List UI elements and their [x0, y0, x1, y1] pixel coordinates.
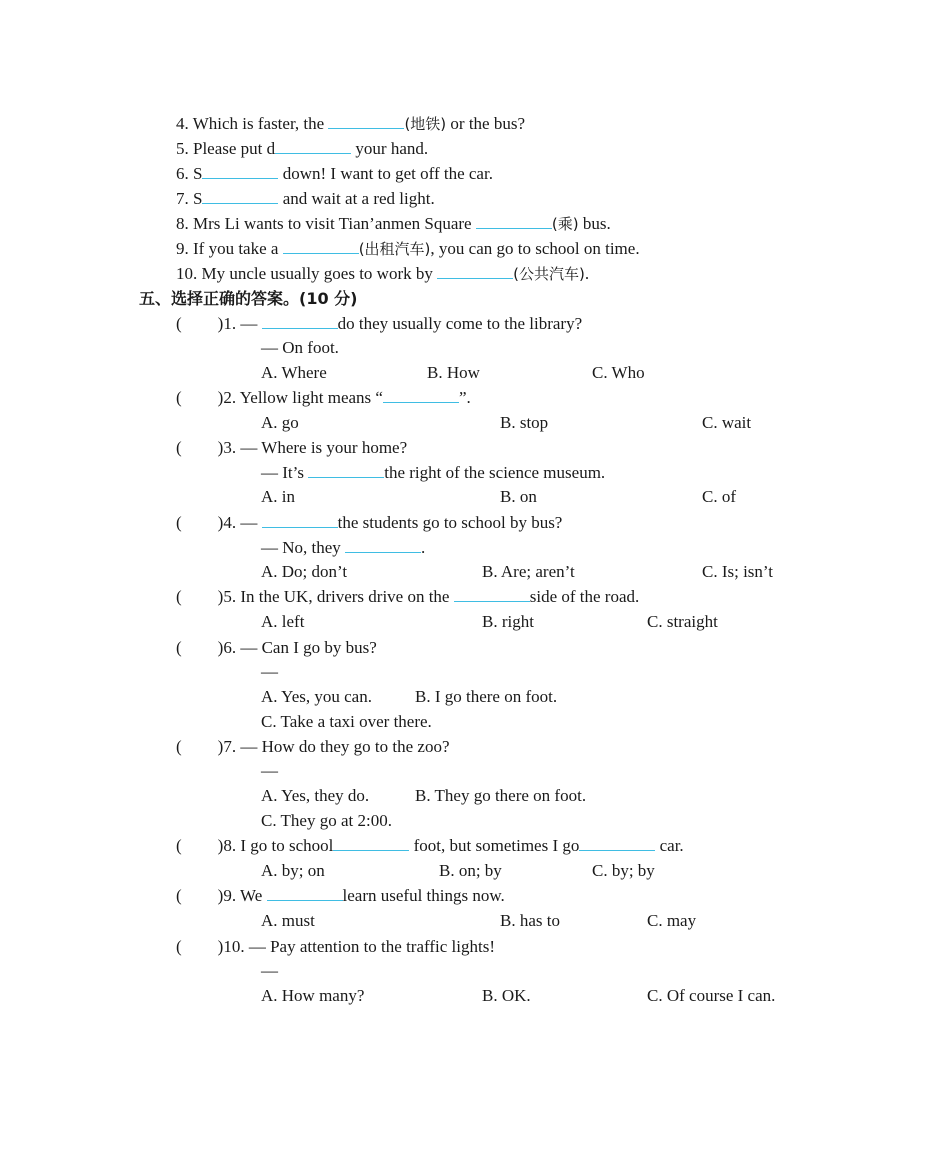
answer-blank[interactable] [476, 214, 552, 229]
q8-option-a[interactable]: A. by; on [261, 861, 325, 880]
answer-blank[interactable] [345, 538, 421, 553]
answer-blank[interactable] [262, 513, 338, 528]
q9-option-c[interactable]: C. may [647, 911, 697, 930]
answer-blank[interactable] [202, 164, 278, 179]
question-7: ( )7. — How do they go to the zoo? [176, 737, 450, 756]
q2-option-b[interactable]: B. stop [500, 413, 549, 432]
fill-item-5: 5. Please put d your hand. [176, 139, 429, 158]
q10-option-b[interactable]: B. OK. [482, 986, 531, 1005]
q8-option-c[interactable]: C. by; by [592, 861, 655, 880]
fill-item-8: 8. Mrs Li wants to visit Tian’anmen Square (乘) bus. [176, 214, 611, 233]
answer-blank[interactable] [308, 463, 384, 478]
q6-option-c[interactable]: C. Take a taxi over there. [261, 712, 432, 731]
answer-blank[interactable] [283, 239, 359, 254]
answer-blank[interactable] [454, 587, 530, 602]
q6-option-a[interactable]: A. Yes, you can. [261, 687, 372, 706]
q7-option-a[interactable]: A. Yes, they do. [261, 786, 370, 805]
q1-option-c[interactable]: C. Who [592, 363, 645, 382]
fill-item-9: 9. If you take a (出租汽车), you can go to school on time. [176, 239, 640, 258]
q10-option-c[interactable]: C. Of course I can. [647, 986, 776, 1005]
q6-option-b[interactable]: B. I go there on foot. [415, 687, 558, 706]
question-5: ( )5. In the UK, drivers drive on the side of the road. [176, 587, 640, 606]
question-2: ( )2. Yellow light means “ ”. [176, 388, 471, 407]
q5-option-c[interactable]: C. straight [647, 612, 718, 631]
q7-option-c[interactable]: C. They go at 2:00. [261, 811, 392, 830]
q8-option-b[interactable]: B. on; by [439, 861, 502, 880]
q4-option-b[interactable]: B. Are; aren’t [482, 562, 575, 581]
question-10-response: — [261, 961, 278, 980]
question-4: ( )4. — the students go to school by bus? [176, 513, 563, 532]
q4-option-a[interactable]: A. Do; don’t [261, 562, 348, 581]
question-6-response: — [261, 662, 278, 681]
q10-option-a[interactable]: A. How many? [261, 986, 365, 1005]
question-3-response: — It’s the right of the science museum. [261, 463, 606, 482]
q3-option-c[interactable]: C. of [702, 487, 736, 506]
q7-option-b[interactable]: B. They go there on foot. [415, 786, 587, 805]
answer-blank[interactable] [267, 886, 343, 901]
answer-blank[interactable] [383, 388, 459, 403]
answer-blank[interactable] [579, 836, 655, 851]
fill-item-6: 6. S down! I want to get off the car. [176, 164, 493, 183]
q3-option-b[interactable]: B. on [500, 487, 537, 506]
answer-blank[interactable] [437, 264, 513, 279]
answer-blank[interactable] [333, 836, 409, 851]
q1-option-a[interactable]: A. Where [261, 363, 327, 382]
q1-option-b[interactable]: B. How [427, 363, 480, 382]
fill-item-10: 10. My uncle usually goes to work by (公共汽车). [176, 264, 590, 283]
q4-option-c[interactable]: C. Is; isn’t [702, 562, 774, 581]
question-10: ( )10. — Pay attention to the traffic lights! [176, 937, 495, 956]
answer-blank[interactable] [275, 139, 351, 154]
q5-option-b[interactable]: B. right [482, 612, 534, 631]
question-1: ( )1. — do they usually come to the library? [176, 314, 583, 333]
question-9: ( )9. We learn useful things now. [176, 886, 505, 905]
answer-blank[interactable] [202, 189, 278, 204]
question-4-response: — No, they . [261, 538, 426, 557]
question-1-response: — On foot. [261, 338, 339, 357]
question-7-response: — [261, 761, 278, 780]
q5-option-a[interactable]: A. left [261, 612, 305, 631]
q2-option-a[interactable]: A. go [261, 413, 299, 432]
q9-option-b[interactable]: B. has to [500, 911, 560, 930]
fill-item-4: 4. Which is faster, the (地铁) or the bus? [176, 114, 526, 133]
q9-option-a[interactable]: A. must [261, 911, 315, 930]
q3-option-a[interactable]: A. in [261, 487, 295, 506]
q2-option-c[interactable]: C. wait [702, 413, 752, 432]
question-6: ( )6. — Can I go by bus? [176, 638, 377, 657]
question-3: ( )3. — Where is your home? [176, 438, 408, 457]
question-8: ( )8. I go to school foot, but sometimes I go car. [176, 836, 684, 855]
answer-blank[interactable] [328, 114, 404, 129]
section-5-title: 五、选择正确的答案。(10 分) [139, 289, 358, 308]
fill-item-7: 7. S and wait at a red light. [176, 189, 435, 208]
answer-blank[interactable] [262, 314, 338, 329]
